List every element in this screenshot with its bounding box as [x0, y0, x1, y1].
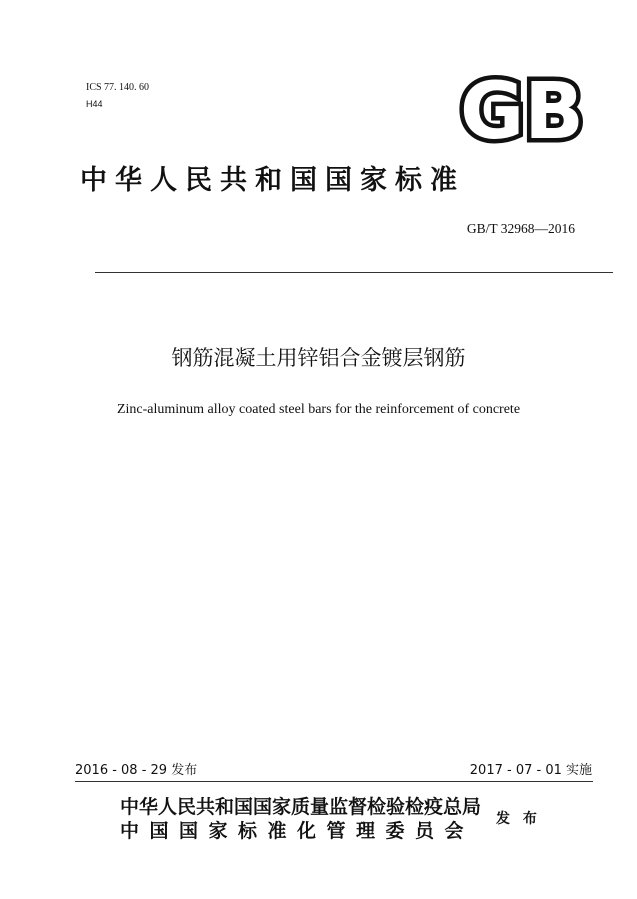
issue-label: 发 布 [496, 811, 541, 827]
bottom-divider [75, 781, 593, 782]
top-divider [95, 272, 613, 273]
classification-code: H44 [86, 99, 103, 109]
publish-date: 2016 - 08 - 29 发布 [75, 763, 198, 778]
standard-number: GB/T 32968—2016 [466, 221, 575, 236]
effective-date: 2017 - 07 - 01 实施 [469, 763, 592, 778]
gb-logo [457, 74, 587, 146]
ics-code: ICS 77. 140. 60 [86, 82, 150, 93]
standard-org-title: 中华人民共和国国家标准 [80, 165, 465, 196]
gb-logo-text: GB [460, 74, 584, 146]
document-title-cn: 钢筋混凝土用锌铝合金镀层钢筋 [171, 346, 466, 370]
issuer-sac: 中国国家标准化管理委员会 [120, 820, 475, 842]
issuer-aqsiq: 中华人民共和国国家质量监督检验检疫总局 [120, 796, 482, 818]
document-title-en: Zinc-aluminum alloy coated steel bars for the reinforcement of concrete [116, 402, 521, 417]
